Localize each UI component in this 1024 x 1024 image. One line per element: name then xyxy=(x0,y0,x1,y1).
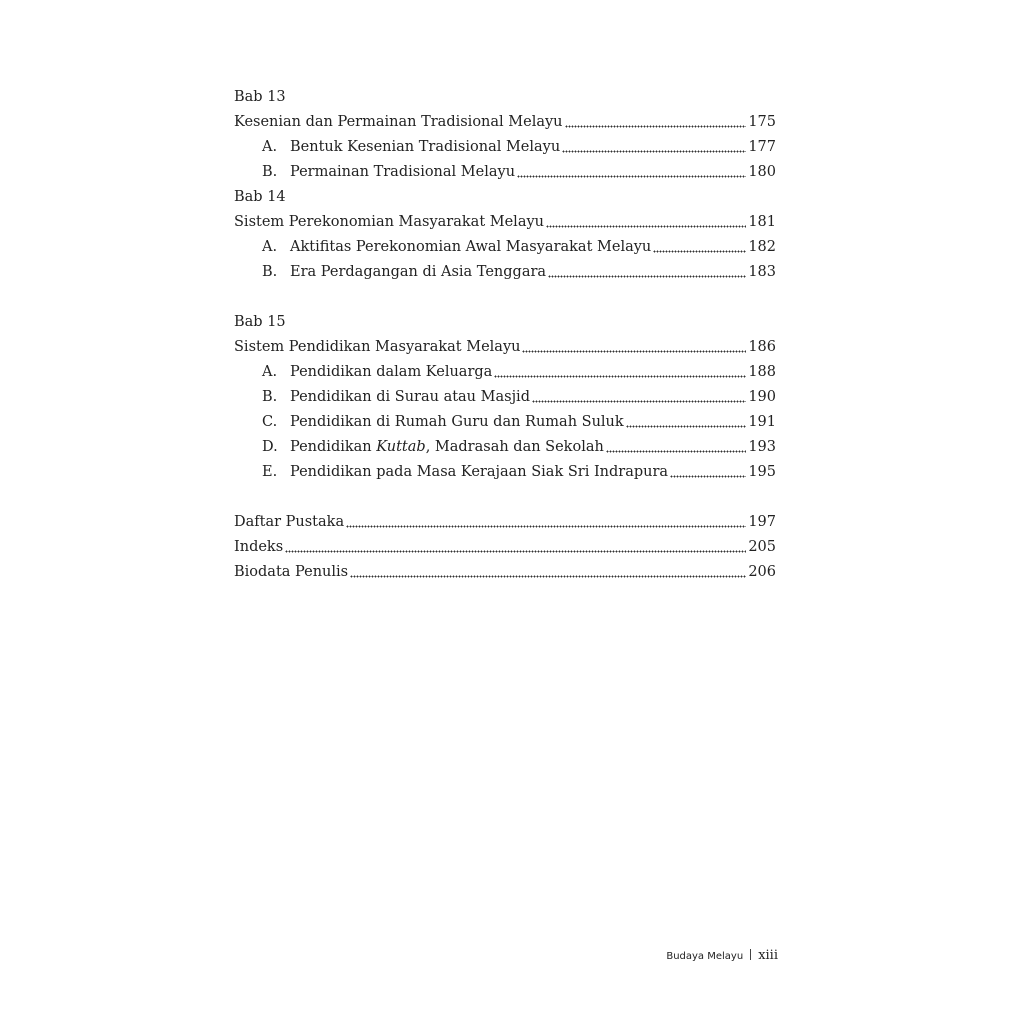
section-title-prefix: Pendidikan xyxy=(290,439,377,455)
page-number: 182 xyxy=(748,239,776,255)
dot-leader xyxy=(548,266,746,278)
toc-subentry[interactable] xyxy=(234,360,776,385)
back-matter-title: Daftar Pustaka xyxy=(234,514,345,530)
spacer xyxy=(234,485,776,510)
dot-leader xyxy=(494,366,746,378)
toc-entry[interactable] xyxy=(234,110,776,135)
section-title-italic: Kuttab xyxy=(376,439,426,455)
dot-leader xyxy=(653,241,746,253)
back-matter-title: Indeks xyxy=(234,539,284,555)
toc-subentry[interactable] xyxy=(234,135,776,160)
page-number: 197 xyxy=(748,514,776,530)
section-title: Pendidikan di Rumah Guru dan Rumah Suluk xyxy=(290,414,624,430)
section-letter: C. xyxy=(262,414,278,430)
toc-subentry[interactable] xyxy=(234,260,776,285)
toc-subentry[interactable] xyxy=(234,160,776,185)
toc-entry[interactable] xyxy=(234,335,776,360)
section-letter: E. xyxy=(262,464,278,480)
page-number: 177 xyxy=(748,139,776,155)
toc-subentry[interactable] xyxy=(234,235,776,260)
dot-leader xyxy=(562,141,746,153)
page-number: 191 xyxy=(748,414,776,430)
page-number: 175 xyxy=(748,114,776,130)
toc-entry[interactable] xyxy=(234,560,776,585)
dot-leader xyxy=(606,441,746,453)
page-number: 190 xyxy=(748,389,776,405)
page-number: 181 xyxy=(748,214,776,230)
section-title: Aktifitas Perekonomian Awal Masyarakat Melayu xyxy=(290,239,652,255)
page-number: 205 xyxy=(748,539,776,555)
chapter-heading xyxy=(234,185,776,210)
dot-leader xyxy=(285,541,746,553)
toc-entry[interactable] xyxy=(234,535,776,560)
running-footer-title: Budaya Melayu xyxy=(666,951,744,962)
dot-leader xyxy=(670,466,746,478)
back-matter-title: Biodata Penulis xyxy=(234,564,349,580)
page-number: 180 xyxy=(748,164,776,180)
toc-entry[interactable] xyxy=(234,210,776,235)
toc-entry[interactable] xyxy=(234,510,776,535)
dot-leader xyxy=(350,566,746,578)
section-letter: B. xyxy=(262,264,278,280)
section-letter: B. xyxy=(262,164,278,180)
chapter-heading xyxy=(234,85,776,110)
chapter-title: Kesenian dan Permainan Tradisional Melayu xyxy=(234,114,563,130)
section-title: Era Perdagangan di Asia Tenggara xyxy=(290,264,547,280)
section-letter: A. xyxy=(262,139,278,155)
dot-leader xyxy=(346,516,746,528)
section-title: Pendidikan dalam Keluarga xyxy=(290,364,493,380)
dot-leader xyxy=(532,391,746,403)
section-letter: B. xyxy=(262,389,278,405)
chapter-heading xyxy=(234,310,776,335)
section-letter: D. xyxy=(262,439,278,455)
chapter-title: Sistem Perekonomian Masyarakat Melayu xyxy=(234,214,544,230)
toc-subentry[interactable] xyxy=(234,460,776,485)
chapter-number: Bab 13 xyxy=(234,89,286,105)
page-footer xyxy=(600,948,778,963)
page-number: 195 xyxy=(748,464,776,480)
chapter-title: Sistem Pendidikan Masyarakat Melayu xyxy=(234,339,521,355)
page-number: 183 xyxy=(748,264,776,280)
section-title: Permainan Tradisional Melayu xyxy=(290,164,516,180)
dot-leader xyxy=(626,416,747,428)
section-title: Pendidikan di Surau atau Masjid xyxy=(290,389,530,405)
spacer xyxy=(234,285,776,310)
page-number: 186 xyxy=(748,339,776,355)
chapter-number: Bab 15 xyxy=(234,314,286,330)
toc-subentry[interactable] xyxy=(234,435,776,460)
dot-leader xyxy=(546,216,746,228)
footer-divider xyxy=(750,949,751,960)
dot-leader xyxy=(517,166,746,178)
dot-leader xyxy=(522,341,746,353)
table-of-contents xyxy=(234,85,776,585)
section-letter: A. xyxy=(262,239,278,255)
section-title xyxy=(290,435,604,460)
section-title: Bentuk Kesenian Tradisional Melayu xyxy=(290,139,561,155)
dot-leader xyxy=(565,116,747,128)
chapter-number: Bab 14 xyxy=(234,189,286,205)
toc-subentry[interactable] xyxy=(234,385,776,410)
footer-page-number: xiii xyxy=(758,948,778,963)
section-letter: A. xyxy=(262,364,278,380)
page-number: 188 xyxy=(748,364,776,380)
section-title-suffix: , Madrasah dan Sekolah xyxy=(425,439,604,455)
page-number: 193 xyxy=(748,439,776,455)
section-title: Pendidikan pada Masa Kerajaan Siak Sri Indrapura xyxy=(290,464,669,480)
toc-subentry[interactable] xyxy=(234,410,776,435)
page-number: 206 xyxy=(748,564,776,580)
